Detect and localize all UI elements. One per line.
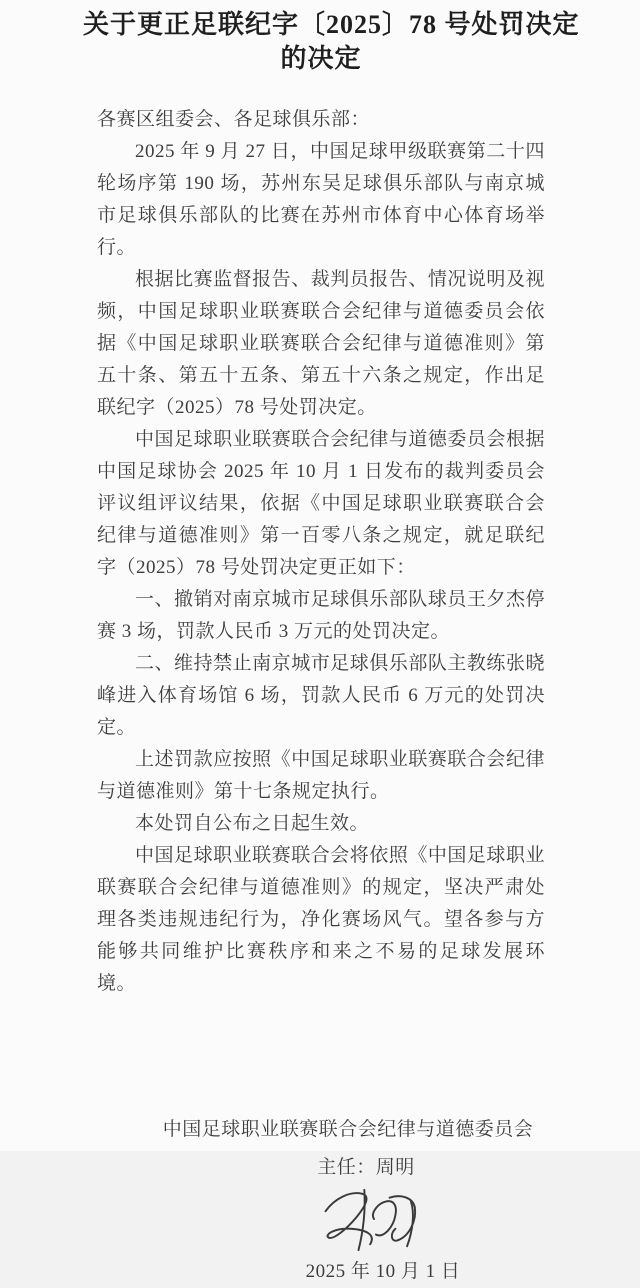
body-paragraph-1: 2025 年 9 月 27 日，中国足球甲级联赛第二十四轮场序第 190 场，苏州东吴足球俱乐部队与南京城市足球俱乐部队的比赛在苏州市体育中心体育场举行。 xyxy=(97,141,545,258)
body-paragraph-2: 根据比赛监督报告、裁判员报告、情况说明及视频，中国足球职业联赛联合会纪律与道德委员会依据《中国足球职业联赛联合会纪律与道德准则》第五十条、第五十五条、第五十六条之规定，作出足联纪字（2025）78 号处罚决定。 xyxy=(97,269,545,418)
body-paragraph-4-penalty-item-1: 一、撤销对南京城市足球俱乐部队球员王夕杰停赛 3 场，罚款人民币 3 万元的处罚决定。 xyxy=(97,589,545,642)
signature-organization: 中国足球职业联赛联合会纪律与道德委员会 xyxy=(162,1119,534,1140)
signature-block xyxy=(97,1114,545,1288)
signature-signer: 主任：周明 xyxy=(317,1157,415,1178)
salutation: 各赛区组委会、各足球俱乐部： xyxy=(97,109,371,130)
body-paragraph-5-penalty-item-2: 二、维持禁止南京城市足球俱乐部队主教练张晓峰进入体育场馆 6 场，罚款人民币 6 万元的处罚决定。 xyxy=(97,653,545,738)
body-paragraph-6: 上述罚款应按照《中国足球职业联赛联合会纪律与道德准则》第十七条规定执行。 xyxy=(97,749,545,802)
signature-date: 2025 年 10 月 1 日 xyxy=(305,1261,461,1282)
body-paragraph-8: 中国足球职业联赛联合会将依照《中国足球职业联赛联合会纪律与道德准则》的规定，坚决严肃处理各类违规违纪行为，净化赛场风气。望各参与方能够共同维护比赛秩序和来之不易的足球发展环境。 xyxy=(97,845,545,994)
title-line-2: 的决定 xyxy=(280,44,362,73)
title-line-1: 关于更正足联纪字〔2025〕78 号处罚决定 xyxy=(83,10,580,39)
handwritten-signature-icon xyxy=(151,1186,599,1254)
document-title xyxy=(83,8,580,76)
body-paragraph-7: 本处罚自公布之日起生效。 xyxy=(135,813,370,834)
body-paragraph-3: 中国足球职业联赛联合会纪律与道德委员会根据中国足球协会 2025 年 10 月 1 日发布的裁判委员会评议组评议结果，依据《中国足球职业联赛联合会纪律与道德准则》第一百零八条之规定，就足联纪字（2025）78 号处罚决定更正如下： xyxy=(97,429,545,578)
